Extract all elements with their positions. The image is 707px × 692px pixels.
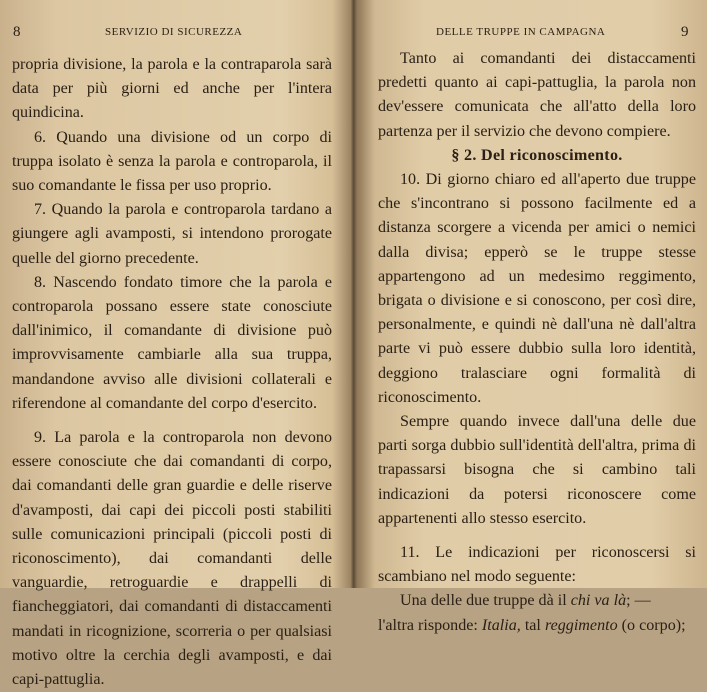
paragraph: Tanto ai comandanti dei distaccamenti predetti quanto ai capi-pattuglia, la parola non dev'essere comunicata che all'atto della loro partenza per il servizio che devono compiere. — [378, 50, 696, 140]
paragraph: 10. Di giorno chiaro ed all'aperto due truppe che s'incontrano si possono facilmente ed a distanza scorgere a vicenda per amici o nemici dalla divisa; epperò se le truppe stesse appartengono ad un medesimo reggimento, brigata o divisione e si conoscono, per così dire, personalmente, e quindi nè dall'una nè dall'altra parte vi può essere dubbio sulla loro identità, deggiono tralasciare ogni formalità di riconoscimento. — [378, 171, 696, 406]
text-run: (o corpo); — [617, 616, 686, 634]
page-number: 9 — [681, 24, 689, 40]
running-head: SERVIZIO DI SICUREZZA — [105, 26, 243, 38]
paragraph: Sempre quando invece dall'una delle due parti sorga dubbio sull'identità dell'altra, prima di trapassarsi bisogna che si cambino tali indicazioni da potersi riconoscere come appartenenti allo stesso esercito. — [378, 413, 696, 527]
right-page-body — [378, 47, 696, 638]
left-page — [0, 0, 352, 689]
paragraph: 9. La parola e la controparola non devono essere conosciute che dai comandanti di corpo, dai comandanti delle gran guardie e delle riserve d'avamposti, dai capi dei piccoli posti stabiliti sulle comunicazioni principali (piccoli posti di riconoscimento), dai comandanti delle vanguardie, retroguardie e drappelli di fiancheggiatori, dai comandanti di distaccamenti mandati in ricognizione, scorreria o per qualsiasi motivo oltre la cerchia degli avamposti, e dai capi-pattuglia. — [12, 429, 332, 689]
paragraph: 7. Quando la parola e controparola tardano a giungere agli avamposti, si intendono prorogate quelle del giorno precedente. — [12, 201, 332, 267]
right-page — [356, 0, 707, 634]
paragraph-last — [378, 589, 696, 637]
paragraph: 6. Quando una divisione od un corpo di truppa isolato è senza la parola e controparola, il suo comandante le fissa per uso proprio. — [12, 128, 332, 195]
section-title: § 2. Del riconoscimento. — [451, 146, 623, 164]
text-run: ; — — [626, 592, 651, 610]
italic-phrase: Italia, — [481, 616, 521, 634]
text-run: l'altra risponde: — [378, 616, 482, 634]
italic-phrase: reggimento — [544, 616, 618, 634]
paragraph: propria divisione, la parola e la contraparola sarà data per più giorni ed anche per l'intera quindicina. — [12, 56, 332, 122]
text-run: Una delle due truppe dà il — [400, 592, 571, 610]
paragraph: 11. Le indicazioni per riconoscersi si scambiano nel modo seguente: — [378, 544, 696, 586]
running-head: DELLE TRUPPE IN CAMPAGNA — [436, 26, 606, 38]
italic-phrase: chi va là — [570, 592, 627, 610]
paragraph: 8. Nascendo fondato timore che la parola e controparola possano essere state conosciute dall'inimico, il comandante di divisione può improvvisamente cambiarle alla sua truppa, mandandone avviso alle divisioni collaterali e riferendone al comandante del corpo d'esercito. — [12, 273, 332, 412]
left-page-body — [12, 53, 332, 692]
page-number: 8 — [13, 24, 21, 40]
text-run: tal — [520, 616, 545, 634]
